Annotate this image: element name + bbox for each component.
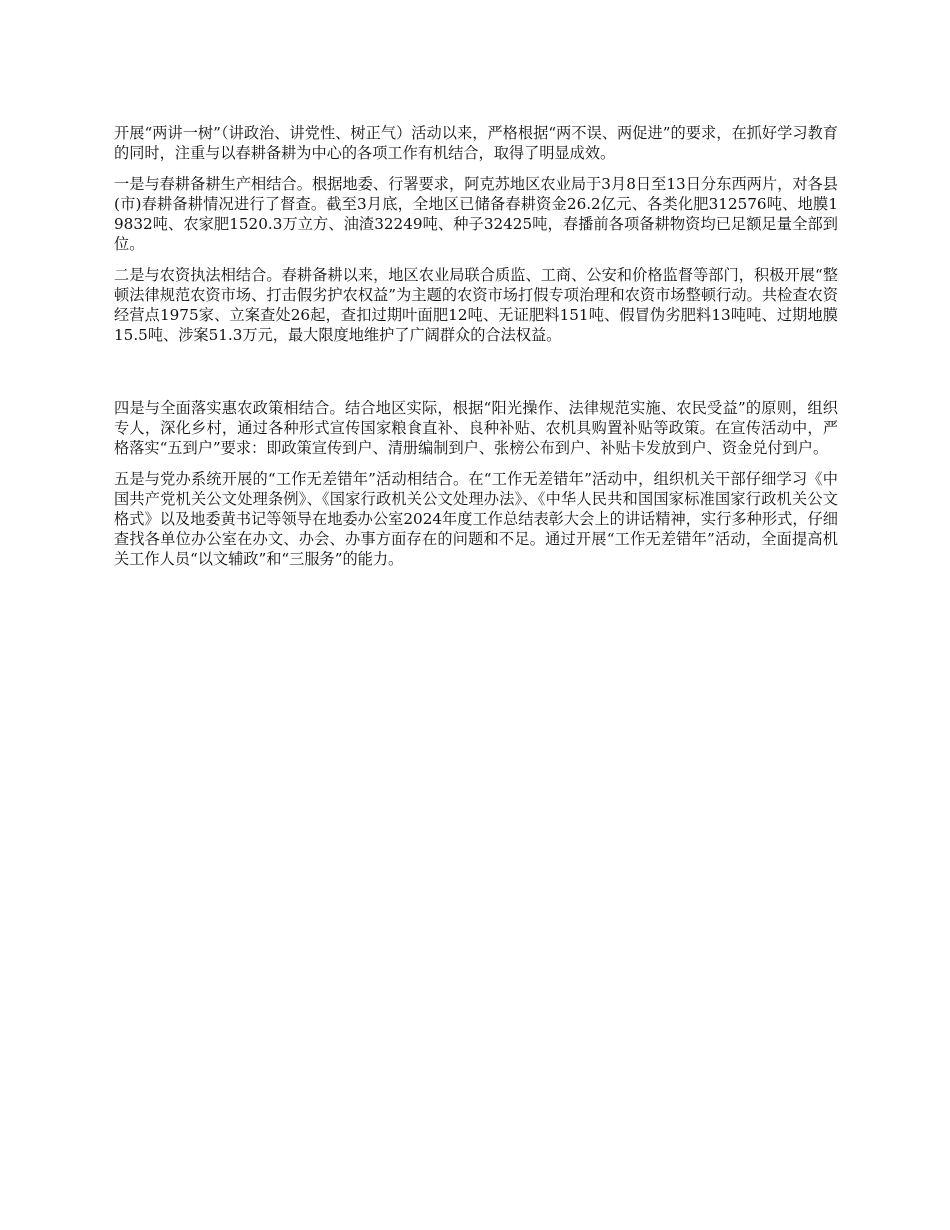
paragraph-intro: 开展“两讲一树”（讲政治、讲党性、树正气）活动以来，严格根据“两不误、两促进”的要求，在抓好学习教育的同时，注重与以春耕备耕为中心的各项工作有机结合，取得了明显成效。 [114, 124, 838, 162]
paragraph-no-error-year: 五是与党办系统开展的“工作无差错年”活动相结合。在“工作无差错年”活动中，组织机关干部仔细学习《中国共产党机关公文处理条例》、《国家行政机关公文处理办法》、《中华人民共和国国家标准国家行政机关公文格式》以及地委黄书记等领导在地委办公室2024年度工作总结表彰大会上的讲话精神，实行多种形式，仔细查找各单位办公室在办文、办会、办事方面存在的问题和不足。通过开展“工作无差错年”活动，全面提高机关工作人员“以文辅政”和“三服务”的能力。 [114, 470, 838, 568]
paragraph-farm-policy: 四是与全面落实惠农政策相结合。结合地区实际，根据“阳光操作、法律规范实施、农民受益”的原则，组织专人，深化乡村，通过各种形式宣传国家粮食直补、良种补贴、农机具购置补贴等政策。在宣传活动中，严格落实“五到户”要求：即政策宣传到户、清册编制到户、张榜公布到户、补贴卡发放到户、资金兑付到户。 [114, 399, 838, 457]
paragraph-gap [114, 356, 838, 398]
document-body [114, 123, 838, 580]
paragraph-spring-plowing: 一是与春耕备耕生产相结合。根据地委、行署要求，阿克苏地区农业局于3月8日至13日分东西两片，对各县(市)春耕备耕情况进行了督查。截至3月底，全地区已储备春耕资金26.2亿元、各类化肥312576吨、地膜19832吨、农家肥1520.3万立方、油渣32249吨、种子32425吨，春播前各项备耕物资均已足额足量全部到位。 [114, 175, 838, 253]
paragraph-agri-law-enforcement: 二是与农资执法相结合。春耕备耕以来，地区农业局联合质监、工商、公安和价格监督等部门，积极开展“整顿法律规范农资市场、打击假劣护农权益”为主题的农资市场打假专项治理和农资市场整顿行动。共检查农资经营点1975家、立案查处26起，查扣过期叶面肥12吨、无证肥料151吨、假冒伪劣肥料13吨吨、过期地膜15.5吨、涉案51.3万元，最大限度地维护了广阔群众的合法权益。 [114, 266, 838, 344]
